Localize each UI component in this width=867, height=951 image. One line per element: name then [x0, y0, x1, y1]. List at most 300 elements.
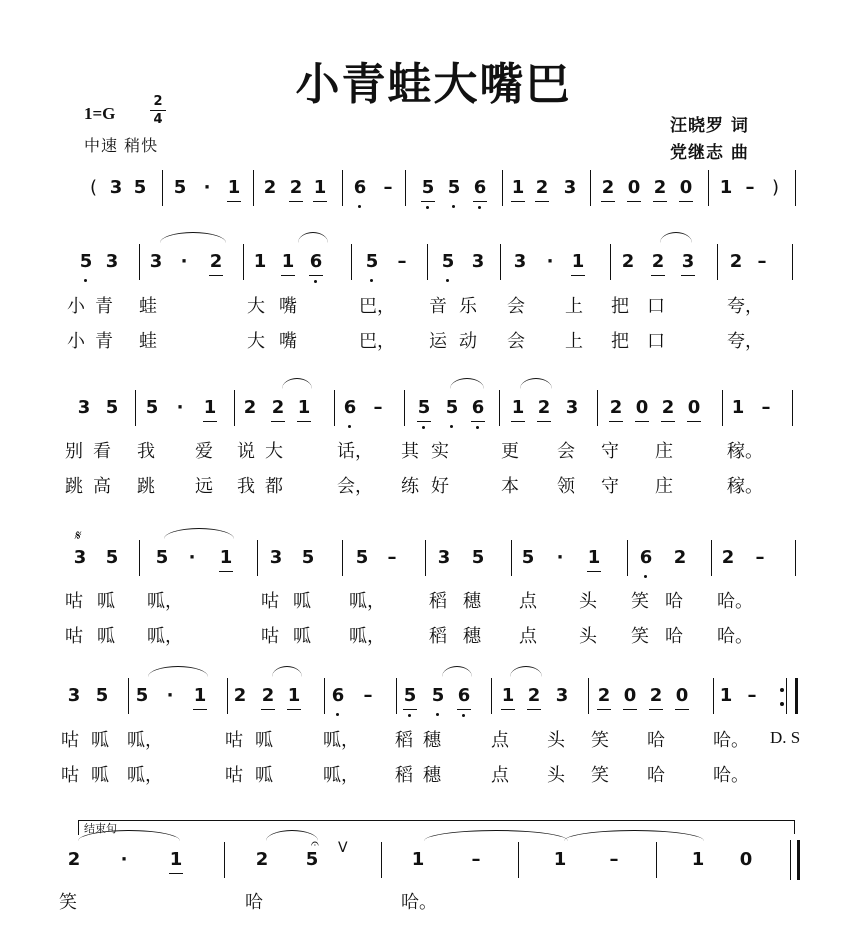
barline: [656, 842, 657, 878]
note: 2: [601, 177, 615, 198]
lyric-syllable: 哈。: [713, 765, 749, 786]
lyric-syllable: 夸，: [727, 331, 763, 352]
lyric-syllable: 口: [647, 296, 665, 317]
note: 3: [73, 547, 87, 568]
note: 3: [269, 547, 283, 568]
barline: [722, 390, 723, 426]
barline: [162, 170, 163, 206]
lyric-syllable: 哈。: [717, 591, 753, 612]
lyric-syllable: 稻: [395, 765, 413, 786]
time-signature-top: 2: [153, 94, 163, 109]
note: 2: [661, 397, 675, 418]
lyric-syllable: 别: [65, 441, 83, 462]
lyric-syllable: 点: [519, 626, 537, 647]
lyric-syllable: 青: [95, 331, 113, 352]
lyric-syllable: 跳: [137, 476, 155, 497]
barline: [234, 390, 235, 426]
barline: [405, 170, 406, 206]
note: 5: [105, 397, 119, 418]
lyric-syllable: 稻: [395, 730, 413, 751]
lyric-syllable: 稼。: [727, 476, 763, 497]
barline: [610, 244, 611, 280]
barline: [342, 170, 343, 206]
note: 1: [719, 177, 733, 198]
note: 5: [301, 547, 315, 568]
lyric-syllable: 把: [611, 296, 629, 317]
lyric-syllable: 呱: [97, 591, 115, 612]
barline: [792, 390, 793, 426]
lyric-syllable: 巴，: [359, 331, 395, 352]
note: 1: [203, 397, 217, 418]
note: 2: [729, 251, 743, 272]
lyric-syllable: 我: [237, 476, 255, 497]
dash-extension: –: [373, 397, 383, 418]
note: 6: [343, 397, 357, 418]
lyric-syllable: 会，: [337, 476, 373, 497]
note: 1: [511, 177, 525, 198]
lyric-syllable: 话，: [337, 441, 373, 462]
note: 2: [243, 397, 257, 418]
note: 6: [309, 251, 323, 272]
note: 0: [623, 685, 637, 706]
barline: [253, 170, 254, 206]
lyric-syllable: 练: [401, 476, 419, 497]
dash-extension: –: [383, 177, 393, 198]
lyric-syllable: 稼。: [727, 441, 763, 462]
lyric-syllable: 呱，: [323, 730, 359, 751]
note: 6: [473, 177, 487, 198]
lyric-syllable: 呱: [91, 765, 109, 786]
barline: [588, 678, 589, 714]
lyric-syllable: 哈: [665, 591, 683, 612]
lyric-syllable: 呱: [255, 730, 273, 751]
note: 2: [271, 397, 285, 418]
lyric-syllable: 哈: [647, 765, 665, 786]
note: 2: [673, 547, 687, 568]
lyric-syllable: 哈: [245, 892, 263, 913]
breath-mark-icon: V: [338, 840, 348, 856]
lyric-syllable: 穗: [463, 626, 481, 647]
augmentation-dot: ·: [166, 685, 174, 706]
barline: [324, 678, 325, 714]
lyric-syllable: 哈。: [713, 730, 749, 751]
note: 0: [675, 685, 689, 706]
barline: [792, 244, 793, 280]
note: 5: [403, 685, 417, 706]
lyric-syllable: 稻: [429, 591, 447, 612]
note: 5: [95, 685, 109, 706]
note: 5: [431, 685, 445, 706]
lyric-syllable: 穗: [463, 591, 481, 612]
note: 1: [219, 547, 233, 568]
lyric-syllable: 都: [265, 476, 283, 497]
note: 3: [109, 177, 123, 198]
lyric-syllable: 巴，: [359, 296, 395, 317]
lyric-syllable: 大: [265, 441, 283, 462]
lyric-syllable: 会: [557, 441, 575, 462]
time-signature-divider: [150, 110, 166, 111]
slur-arc: [520, 378, 552, 389]
note: 5: [305, 849, 319, 870]
dash-extension: –: [397, 251, 407, 272]
note: 5: [105, 547, 119, 568]
repeat-end-barline: [786, 678, 798, 714]
dash-extension: –: [755, 547, 765, 568]
note: 2: [233, 685, 247, 706]
barline: [499, 390, 500, 426]
lyric-syllable: 本: [501, 476, 519, 497]
lyric-syllable: 庄: [655, 441, 673, 462]
note: 0: [679, 177, 693, 198]
note: 6: [639, 547, 653, 568]
note: 3: [681, 251, 695, 272]
lyric-syllable: 哈。: [717, 626, 753, 647]
barline: [224, 842, 225, 878]
lyric-syllable: 咕: [225, 730, 243, 751]
lyric-syllable: 嘴: [279, 331, 297, 352]
note: 1: [411, 849, 425, 870]
lyric-syllable: 好: [431, 476, 449, 497]
note: 1: [571, 251, 585, 272]
slur-arc: [164, 528, 234, 539]
barline: [342, 540, 343, 576]
tempo-marking: 中速 稍快: [84, 136, 159, 155]
barline: [717, 244, 718, 280]
note: 2: [651, 251, 665, 272]
slur-arc: [442, 666, 472, 677]
lyric-syllable: 大: [247, 331, 265, 352]
note: 3: [437, 547, 451, 568]
note: 3: [555, 685, 569, 706]
barline: [627, 540, 628, 576]
note: 5: [355, 547, 369, 568]
lyric-syllable: 咕: [261, 626, 279, 647]
lyric-syllable: 头: [579, 626, 597, 647]
barline: [427, 244, 428, 280]
lyric-syllable: 点: [519, 591, 537, 612]
note: 3: [149, 251, 163, 272]
lyric-syllable: 呱，: [323, 765, 359, 786]
augmentation-dot: ·: [188, 547, 196, 568]
note: 2: [609, 397, 623, 418]
lyric-syllable: 头: [547, 730, 565, 751]
lyric-syllable: 穗: [423, 765, 441, 786]
note: 5: [79, 251, 93, 272]
lyric-syllable: 稻: [429, 626, 447, 647]
lyric-syllable: 爱: [195, 441, 213, 462]
lyric-syllable: 大: [247, 296, 265, 317]
lyric-syllable: 呱，: [349, 591, 385, 612]
note: 1: [511, 397, 525, 418]
lyric-syllable: 看: [93, 441, 111, 462]
dash-extension: –: [471, 849, 481, 870]
note: 2: [527, 685, 541, 706]
lyric-syllable: 咕: [261, 591, 279, 612]
note: 2: [255, 849, 269, 870]
augmentation-dot: ·: [120, 849, 128, 870]
slur-arc: [510, 666, 542, 677]
barline: [795, 540, 796, 576]
lyric-syllable: 小: [67, 331, 85, 352]
lyric-syllable: 把: [611, 331, 629, 352]
note: 2: [621, 251, 635, 272]
dash-extension: –: [363, 685, 373, 706]
note: 5: [521, 547, 535, 568]
volta-label: 结束句: [84, 822, 117, 835]
note: 1: [297, 397, 311, 418]
lyric-syllable: 庄: [655, 476, 673, 497]
barline: [711, 540, 712, 576]
note: 2: [649, 685, 663, 706]
lyric-syllable: 远: [195, 476, 213, 497]
open-paren: (: [90, 177, 98, 198]
volta-bracket: [78, 820, 795, 835]
augmentation-dot: ·: [203, 177, 211, 198]
augmentation-dot: ·: [546, 251, 554, 272]
barline: [511, 540, 512, 576]
note: 5: [445, 397, 459, 418]
lyric-syllable: 哈: [647, 730, 665, 751]
note: 6: [353, 177, 367, 198]
page-title: 小青蛙大嘴巴: [295, 59, 572, 110]
note: 3: [513, 251, 527, 272]
lyric-syllable: 点: [491, 730, 509, 751]
barline: [351, 244, 352, 280]
note: 5: [133, 177, 147, 198]
barline: [128, 678, 129, 714]
lyric-syllable: 笑: [59, 892, 77, 913]
note: 3: [563, 177, 577, 198]
barline: [257, 540, 258, 576]
lyric-syllable: 蛙: [139, 331, 157, 352]
note: 3: [565, 397, 579, 418]
lyric-syllable: 咕: [225, 765, 243, 786]
note: 3: [77, 397, 91, 418]
lyric-syllable: 蛙: [139, 296, 157, 317]
note: 2: [721, 547, 735, 568]
lyric-syllable: 呱: [255, 765, 273, 786]
note: 3: [471, 251, 485, 272]
dash-extension: –: [757, 251, 767, 272]
lyric-syllable: 呱，: [349, 626, 385, 647]
slur-arc: [282, 378, 312, 389]
lyric-syllable: 更: [501, 441, 519, 462]
barline: [597, 390, 598, 426]
lyric-syllable: 笑: [631, 626, 649, 647]
lyric-syllable: 守: [601, 476, 619, 497]
lyric-syllable: 嘴: [279, 296, 297, 317]
barline: [381, 842, 382, 878]
lyric-syllable: 小: [67, 296, 85, 317]
lyric-syllable: 呱: [91, 730, 109, 751]
slur-arc: [160, 232, 226, 243]
volta-bracket-end: [794, 820, 795, 834]
barline: [795, 170, 796, 206]
lyric-syllable: 口: [647, 331, 665, 352]
lyric-syllable: 咕: [61, 730, 79, 751]
note: 1: [313, 177, 327, 198]
dal-segno-label: D. S: [770, 728, 801, 747]
lyric-syllable: 呱: [97, 626, 115, 647]
lyric-syllable: 呱，: [127, 730, 163, 751]
note: 5: [471, 547, 485, 568]
lyricist-credit: 汪晓罗 词: [670, 116, 749, 136]
slur-arc: [450, 378, 484, 389]
repeat-dot: [780, 688, 784, 692]
barline: [713, 678, 714, 714]
lyric-syllable: 头: [579, 591, 597, 612]
barline: [590, 170, 591, 206]
note: 0: [627, 177, 641, 198]
barline: [708, 170, 709, 206]
lyric-syllable: 守: [601, 441, 619, 462]
lyric-syllable: 哈: [665, 626, 683, 647]
time-signature-bottom: 4: [153, 112, 163, 127]
note: 5: [173, 177, 187, 198]
lyric-syllable: 动: [459, 331, 477, 352]
note: 1: [719, 685, 733, 706]
lyric-syllable: 呱，: [127, 765, 163, 786]
note: 1: [553, 849, 567, 870]
note: 0: [739, 849, 753, 870]
note: 1: [281, 251, 295, 272]
lyric-syllable: 音: [429, 296, 447, 317]
note: 2: [209, 251, 223, 272]
lyric-syllable: 会: [507, 331, 525, 352]
lyric-syllable: 咕: [65, 591, 83, 612]
lyric-syllable: 会: [507, 296, 525, 317]
lyric-syllable: 跳: [65, 476, 83, 497]
barline: [404, 390, 405, 426]
note: 2: [597, 685, 611, 706]
close-paren: ): [772, 177, 780, 198]
lyric-syllable: 呱，: [147, 591, 183, 612]
barline: [425, 540, 426, 576]
barline: [502, 170, 503, 206]
lyric-syllable: 呱: [293, 626, 311, 647]
slur-arc: [148, 666, 208, 677]
augmentation-dot: ·: [176, 397, 184, 418]
note: 3: [67, 685, 81, 706]
note: 0: [635, 397, 649, 418]
barline: [243, 244, 244, 280]
slur-arc: [298, 232, 328, 243]
lyric-syllable: 运: [429, 331, 447, 352]
repeat-dot: [780, 702, 784, 706]
barline: [139, 540, 140, 576]
note: 1: [227, 177, 241, 198]
note: 6: [457, 685, 471, 706]
dash-extension: –: [609, 849, 619, 870]
barline: [500, 244, 501, 280]
note: 5: [421, 177, 435, 198]
composer-credit: 党继志 曲: [670, 143, 749, 163]
note: 2: [263, 177, 277, 198]
lyric-syllable: 夸，: [727, 296, 763, 317]
key-signature: 1=G: [84, 104, 116, 123]
time-signature: [150, 94, 166, 127]
lyric-syllable: 哈。: [401, 892, 437, 913]
segno-icon: 𝄋: [74, 528, 81, 544]
slur-arc: [272, 666, 302, 677]
lyric-syllable: 咕: [65, 626, 83, 647]
lyric-syllable: 笑: [591, 765, 609, 786]
slur-arc: [660, 232, 692, 243]
note: 5: [145, 397, 159, 418]
note: 5: [447, 177, 461, 198]
note: 2: [537, 397, 551, 418]
dash-extension: –: [761, 397, 771, 418]
lyric-syllable: 呱: [293, 591, 311, 612]
fermata-icon: 𝄐: [311, 836, 319, 852]
barline: [518, 842, 519, 878]
note: 0: [687, 397, 701, 418]
note: 1: [169, 849, 183, 870]
note: 1: [691, 849, 705, 870]
barline: [396, 678, 397, 714]
lyric-syllable: 上: [565, 296, 583, 317]
dash-extension: –: [747, 685, 757, 706]
lyric-syllable: 实: [431, 441, 449, 462]
note: 5: [155, 547, 169, 568]
note: 2: [535, 177, 549, 198]
lyric-syllable: 我: [137, 441, 155, 462]
note: 1: [731, 397, 745, 418]
lyric-syllable: 笑: [631, 591, 649, 612]
note: 5: [135, 685, 149, 706]
note: 6: [331, 685, 345, 706]
lyric-syllable: 头: [547, 765, 565, 786]
dash-extension: –: [387, 547, 397, 568]
lyric-syllable: 咕: [61, 765, 79, 786]
note: 1: [501, 685, 515, 706]
lyric-syllable: 领: [557, 476, 575, 497]
barline: [227, 678, 228, 714]
dash-extension: –: [745, 177, 755, 198]
lyric-syllable: 笑: [591, 730, 609, 751]
barline: [334, 390, 335, 426]
lyric-syllable: 呱，: [147, 626, 183, 647]
final-barline: [790, 840, 800, 880]
lyric-syllable: 上: [565, 331, 583, 352]
note: 5: [365, 251, 379, 272]
note: 2: [261, 685, 275, 706]
lyric-syllable: 高: [93, 476, 111, 497]
barline: [135, 390, 136, 426]
lyric-syllable: 青: [95, 296, 113, 317]
note: 1: [253, 251, 267, 272]
lyric-syllable: 乐: [459, 296, 477, 317]
augmentation-dot: ·: [180, 251, 188, 272]
note: 1: [587, 547, 601, 568]
note: 5: [441, 251, 455, 272]
note: 3: [105, 251, 119, 272]
note: 6: [471, 397, 485, 418]
lyric-syllable: 其: [401, 441, 419, 462]
note: 1: [287, 685, 301, 706]
note: 1: [193, 685, 207, 706]
note: 2: [67, 849, 81, 870]
note: 2: [653, 177, 667, 198]
barline: [491, 678, 492, 714]
lyric-syllable: 点: [491, 765, 509, 786]
note: 5: [417, 397, 431, 418]
lyric-syllable: 说: [237, 441, 255, 462]
augmentation-dot: ·: [556, 547, 564, 568]
lyric-syllable: 穗: [423, 730, 441, 751]
note: 2: [289, 177, 303, 198]
barline: [139, 244, 140, 280]
